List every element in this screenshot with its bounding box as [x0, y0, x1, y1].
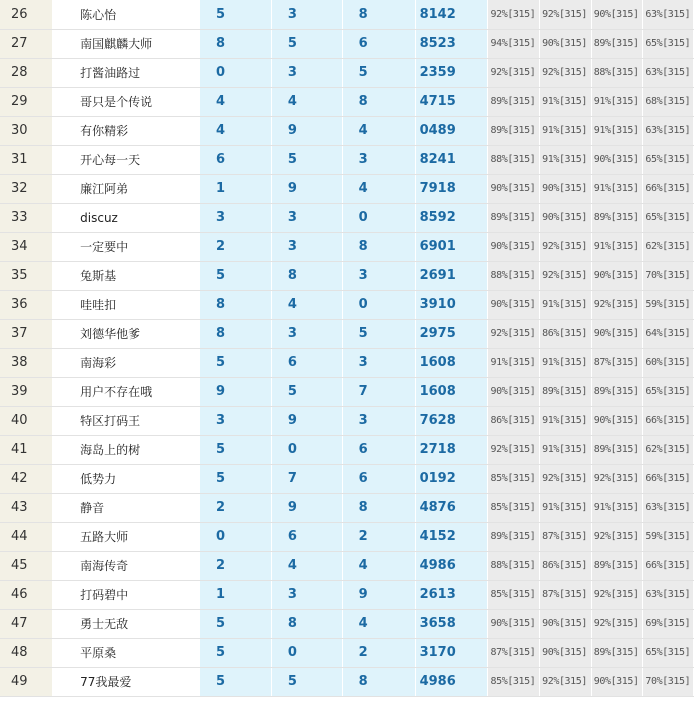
rate-1-cell: 92%[315]: [488, 435, 540, 464]
digit-2-cell: 4: [271, 87, 342, 116]
table-row: [0, 116, 694, 145]
rate-4-cell: 62%[315]: [643, 435, 694, 464]
username-cell: 一定要中: [53, 232, 200, 261]
code-cell: 4986: [415, 667, 488, 696]
rate-1-cell: 87%[315]: [488, 638, 540, 667]
digit-2-cell: 3: [271, 319, 342, 348]
digit-3-cell: 6: [342, 464, 415, 493]
digit-2-cell: 8: [271, 609, 342, 638]
digit-2-cell: 9: [271, 493, 342, 522]
rate-2-cell: 90%[315]: [540, 638, 592, 667]
rate-1-cell: 85%[315]: [488, 464, 540, 493]
code-cell: 2691: [415, 261, 488, 290]
digit-3-cell: 0: [342, 290, 415, 319]
code-cell: 8592: [415, 203, 488, 232]
table-row: [0, 261, 694, 290]
rank-cell: 45: [0, 551, 53, 580]
rate-4-cell: 63%[315]: [643, 493, 694, 522]
rate-4-cell: 69%[315]: [643, 609, 694, 638]
rate-1-cell: 90%[315]: [488, 174, 540, 203]
username-cell: 打酱油路过: [53, 58, 200, 87]
rate-4-cell: 64%[315]: [643, 319, 694, 348]
rank-cell: 31: [0, 145, 53, 174]
rate-2-cell: 86%[315]: [540, 319, 592, 348]
table-row: [0, 406, 694, 435]
table-row: [0, 29, 694, 58]
rate-2-cell: 91%[315]: [540, 290, 592, 319]
rate-2-cell: 92%[315]: [540, 58, 592, 87]
username-cell: 77我最爱: [53, 667, 200, 696]
rate-3-cell: 89%[315]: [591, 638, 643, 667]
rate-3-cell: 90%[315]: [591, 319, 643, 348]
username-cell: 南国麒麟大师: [53, 29, 200, 58]
code-cell: 1608: [415, 377, 488, 406]
digit-1-cell: 0: [199, 58, 271, 87]
rank-cell: 27: [0, 29, 53, 58]
code-cell: 8142: [415, 0, 488, 29]
rate-1-cell: 90%[315]: [488, 377, 540, 406]
digit-1-cell: 5: [199, 0, 271, 29]
code-cell: 3658: [415, 609, 488, 638]
rank-cell: 32: [0, 174, 53, 203]
rate-3-cell: 89%[315]: [591, 377, 643, 406]
rank-cell: 29: [0, 87, 53, 116]
rate-4-cell: 66%[315]: [643, 551, 694, 580]
digit-2-cell: 3: [271, 232, 342, 261]
table-row: [0, 348, 694, 377]
digit-3-cell: 6: [342, 29, 415, 58]
rank-cell: 40: [0, 406, 53, 435]
digit-2-cell: 9: [271, 174, 342, 203]
rate-1-cell: 89%[315]: [488, 203, 540, 232]
digit-1-cell: 4: [199, 116, 271, 145]
table-row: [0, 174, 694, 203]
rate-3-cell: 90%[315]: [591, 667, 643, 696]
digit-2-cell: 8: [271, 261, 342, 290]
rate-1-cell: 91%[315]: [488, 348, 540, 377]
digit-2-cell: 0: [271, 435, 342, 464]
table-row: [0, 580, 694, 609]
username-cell: 廉江阿弟: [53, 174, 200, 203]
rate-4-cell: 63%[315]: [643, 0, 694, 29]
rate-2-cell: 91%[315]: [540, 435, 592, 464]
rate-1-cell: 88%[315]: [488, 551, 540, 580]
rate-2-cell: 91%[315]: [540, 493, 592, 522]
digit-1-cell: 0: [199, 522, 271, 551]
digit-3-cell: 5: [342, 58, 415, 87]
digit-3-cell: 9: [342, 580, 415, 609]
digit-1-cell: 2: [199, 551, 271, 580]
rank-cell: 49: [0, 667, 53, 696]
rate-3-cell: 89%[315]: [591, 29, 643, 58]
code-cell: 0192: [415, 464, 488, 493]
rank-cell: 34: [0, 232, 53, 261]
username-cell: 平原桑: [53, 638, 200, 667]
table-row: [0, 203, 694, 232]
rate-3-cell: 92%[315]: [591, 522, 643, 551]
rate-3-cell: 91%[315]: [591, 232, 643, 261]
digit-2-cell: 4: [271, 290, 342, 319]
digit-3-cell: 8: [342, 0, 415, 29]
rate-4-cell: 65%[315]: [643, 203, 694, 232]
username-cell: 勇士无敌: [53, 609, 200, 638]
digit-3-cell: 6: [342, 435, 415, 464]
rank-cell: 43: [0, 493, 53, 522]
username-cell: 用户不存在哦: [53, 377, 200, 406]
code-cell: 1608: [415, 348, 488, 377]
rate-2-cell: 87%[315]: [540, 522, 592, 551]
rate-2-cell: 91%[315]: [540, 145, 592, 174]
digit-3-cell: 4: [342, 116, 415, 145]
table-row: [0, 435, 694, 464]
table-row: [0, 522, 694, 551]
rate-1-cell: 92%[315]: [488, 319, 540, 348]
digit-1-cell: 5: [199, 435, 271, 464]
username-cell: discuz: [53, 203, 200, 232]
rate-1-cell: 94%[315]: [488, 29, 540, 58]
digit-1-cell: 8: [199, 29, 271, 58]
username-cell: 南海传奇: [53, 551, 200, 580]
table-row: [0, 609, 694, 638]
code-cell: 4986: [415, 551, 488, 580]
rate-4-cell: 68%[315]: [643, 87, 694, 116]
digit-2-cell: 5: [271, 667, 342, 696]
table-row: [0, 464, 694, 493]
rank-cell: 37: [0, 319, 53, 348]
rate-3-cell: 92%[315]: [591, 580, 643, 609]
digit-1-cell: 8: [199, 290, 271, 319]
digit-1-cell: 1: [199, 580, 271, 609]
table-row: [0, 493, 694, 522]
rate-2-cell: 91%[315]: [540, 348, 592, 377]
code-cell: 7918: [415, 174, 488, 203]
rate-1-cell: 85%[315]: [488, 493, 540, 522]
digit-2-cell: 3: [271, 580, 342, 609]
digit-2-cell: 7: [271, 464, 342, 493]
rate-4-cell: 59%[315]: [643, 522, 694, 551]
username-cell: 南海彩: [53, 348, 200, 377]
rate-1-cell: 85%[315]: [488, 667, 540, 696]
table-row: [0, 377, 694, 406]
rate-4-cell: 65%[315]: [643, 145, 694, 174]
username-cell: 静音: [53, 493, 200, 522]
rate-1-cell: 92%[315]: [488, 58, 540, 87]
digit-3-cell: 2: [342, 638, 415, 667]
rate-3-cell: 92%[315]: [591, 290, 643, 319]
rate-1-cell: 92%[315]: [488, 0, 540, 29]
digit-3-cell: 4: [342, 174, 415, 203]
rank-cell: 47: [0, 609, 53, 638]
code-cell: 7628: [415, 406, 488, 435]
rate-2-cell: 92%[315]: [540, 667, 592, 696]
rank-cell: 46: [0, 580, 53, 609]
code-cell: 8523: [415, 29, 488, 58]
rate-4-cell: 59%[315]: [643, 290, 694, 319]
username-cell: 低势力: [53, 464, 200, 493]
rate-2-cell: 92%[315]: [540, 261, 592, 290]
code-cell: 4152: [415, 522, 488, 551]
rank-cell: 39: [0, 377, 53, 406]
username-cell: 海岛上的树: [53, 435, 200, 464]
digit-2-cell: 9: [271, 116, 342, 145]
table-row: [0, 58, 694, 87]
digit-1-cell: 5: [199, 348, 271, 377]
rate-3-cell: 91%[315]: [591, 87, 643, 116]
digit-1-cell: 3: [199, 406, 271, 435]
rate-1-cell: 88%[315]: [488, 261, 540, 290]
digit-3-cell: 5: [342, 319, 415, 348]
rate-4-cell: 62%[315]: [643, 232, 694, 261]
digit-1-cell: 2: [199, 232, 271, 261]
rate-4-cell: 65%[315]: [643, 377, 694, 406]
rate-2-cell: 89%[315]: [540, 377, 592, 406]
rank-cell: 30: [0, 116, 53, 145]
digit-2-cell: 3: [271, 58, 342, 87]
rate-3-cell: 89%[315]: [591, 203, 643, 232]
rate-3-cell: 90%[315]: [591, 145, 643, 174]
digit-3-cell: 8: [342, 667, 415, 696]
rate-2-cell: 90%[315]: [540, 609, 592, 638]
rate-4-cell: 65%[315]: [643, 29, 694, 58]
digit-2-cell: 9: [271, 406, 342, 435]
digit-1-cell: 5: [199, 261, 271, 290]
rate-3-cell: 89%[315]: [591, 435, 643, 464]
rate-1-cell: 89%[315]: [488, 522, 540, 551]
rate-1-cell: 85%[315]: [488, 580, 540, 609]
digit-2-cell: 5: [271, 377, 342, 406]
digit-3-cell: 4: [342, 551, 415, 580]
digit-1-cell: 5: [199, 464, 271, 493]
digit-3-cell: 7: [342, 377, 415, 406]
rate-2-cell: 91%[315]: [540, 87, 592, 116]
table-row: [0, 232, 694, 261]
digit-3-cell: 3: [342, 406, 415, 435]
rate-4-cell: 63%[315]: [643, 58, 694, 87]
rate-4-cell: 70%[315]: [643, 667, 694, 696]
username-cell: 陈心怡: [53, 0, 200, 29]
digit-3-cell: 8: [342, 87, 415, 116]
digit-3-cell: 3: [342, 261, 415, 290]
rank-cell: 44: [0, 522, 53, 551]
digit-3-cell: 4: [342, 609, 415, 638]
rate-3-cell: 87%[315]: [591, 348, 643, 377]
digit-1-cell: 6: [199, 145, 271, 174]
rank-cell: 28: [0, 58, 53, 87]
rate-1-cell: 90%[315]: [488, 609, 540, 638]
table-row: [0, 290, 694, 319]
rate-1-cell: 88%[315]: [488, 145, 540, 174]
rate-1-cell: 89%[315]: [488, 87, 540, 116]
rate-2-cell: 92%[315]: [540, 0, 592, 29]
username-cell: 兔斯基: [53, 261, 200, 290]
username-cell: 有你精彩: [53, 116, 200, 145]
rank-cell: 41: [0, 435, 53, 464]
code-cell: 4876: [415, 493, 488, 522]
rate-4-cell: 66%[315]: [643, 464, 694, 493]
rate-3-cell: 91%[315]: [591, 493, 643, 522]
digit-1-cell: 4: [199, 87, 271, 116]
rate-3-cell: 90%[315]: [591, 406, 643, 435]
digit-3-cell: 3: [342, 348, 415, 377]
rate-3-cell: 92%[315]: [591, 464, 643, 493]
digit-3-cell: 2: [342, 522, 415, 551]
rate-3-cell: 91%[315]: [591, 116, 643, 145]
username-cell: 打码碧中: [53, 580, 200, 609]
rate-1-cell: 86%[315]: [488, 406, 540, 435]
rate-3-cell: 91%[315]: [591, 174, 643, 203]
digit-2-cell: 0: [271, 638, 342, 667]
rate-3-cell: 90%[315]: [591, 261, 643, 290]
rate-3-cell: 88%[315]: [591, 58, 643, 87]
code-cell: 6901: [415, 232, 488, 261]
rate-2-cell: 91%[315]: [540, 406, 592, 435]
digit-3-cell: 8: [342, 493, 415, 522]
rate-4-cell: 65%[315]: [643, 638, 694, 667]
rank-cell: 35: [0, 261, 53, 290]
table-row: [0, 319, 694, 348]
rate-4-cell: 66%[315]: [643, 406, 694, 435]
rate-2-cell: 90%[315]: [540, 203, 592, 232]
code-cell: 8241: [415, 145, 488, 174]
rate-4-cell: 66%[315]: [643, 174, 694, 203]
rate-1-cell: 90%[315]: [488, 232, 540, 261]
code-cell: 2613: [415, 580, 488, 609]
rate-2-cell: 92%[315]: [540, 232, 592, 261]
code-cell: 2359: [415, 58, 488, 87]
digit-1-cell: 8: [199, 319, 271, 348]
digit-1-cell: 9: [199, 377, 271, 406]
code-cell: 3170: [415, 638, 488, 667]
digit-1-cell: 2: [199, 493, 271, 522]
rate-2-cell: 92%[315]: [540, 464, 592, 493]
digit-1-cell: 5: [199, 638, 271, 667]
rate-2-cell: 87%[315]: [540, 580, 592, 609]
code-cell: 4715: [415, 87, 488, 116]
username-cell: 哇哇扣: [53, 290, 200, 319]
digit-3-cell: 0: [342, 203, 415, 232]
digit-2-cell: 5: [271, 145, 342, 174]
rank-cell: 42: [0, 464, 53, 493]
digit-3-cell: 8: [342, 232, 415, 261]
code-cell: 2718: [415, 435, 488, 464]
code-cell: 2975: [415, 319, 488, 348]
username-cell: 刘德华他爹: [53, 319, 200, 348]
table-row: [0, 0, 694, 29]
rate-4-cell: 70%[315]: [643, 261, 694, 290]
digit-2-cell: 6: [271, 522, 342, 551]
rate-2-cell: 86%[315]: [540, 551, 592, 580]
rank-cell: 48: [0, 638, 53, 667]
table-row: [0, 638, 694, 667]
username-cell: 开心每一天: [53, 145, 200, 174]
rate-2-cell: 90%[315]: [540, 29, 592, 58]
digit-3-cell: 3: [342, 145, 415, 174]
rate-2-cell: 91%[315]: [540, 116, 592, 145]
table-row: [0, 145, 694, 174]
table-row: [0, 551, 694, 580]
digit-1-cell: 3: [199, 203, 271, 232]
digit-2-cell: 4: [271, 551, 342, 580]
rate-1-cell: 90%[315]: [488, 290, 540, 319]
table-row: [0, 667, 694, 696]
code-cell: 0489: [415, 116, 488, 145]
rate-4-cell: 63%[315]: [643, 580, 694, 609]
rank-cell: 26: [0, 0, 53, 29]
username-cell: 特区打码王: [53, 406, 200, 435]
rate-2-cell: 90%[315]: [540, 174, 592, 203]
digit-1-cell: 5: [199, 609, 271, 638]
code-cell: 3910: [415, 290, 488, 319]
rate-3-cell: 92%[315]: [591, 609, 643, 638]
digit-2-cell: 6: [271, 348, 342, 377]
rate-1-cell: 89%[315]: [488, 116, 540, 145]
rate-3-cell: 89%[315]: [591, 551, 643, 580]
username-cell: 五路大师: [53, 522, 200, 551]
table-row: [0, 87, 694, 116]
digit-2-cell: 5: [271, 29, 342, 58]
rank-cell: 38: [0, 348, 53, 377]
digit-1-cell: 1: [199, 174, 271, 203]
rate-4-cell: 63%[315]: [643, 116, 694, 145]
rank-cell: 36: [0, 290, 53, 319]
digit-1-cell: 5: [199, 667, 271, 696]
digit-2-cell: 3: [271, 0, 342, 29]
username-cell: 哥只是个传说: [53, 87, 200, 116]
digit-2-cell: 3: [271, 203, 342, 232]
rate-4-cell: 60%[315]: [643, 348, 694, 377]
rate-3-cell: 90%[315]: [591, 0, 643, 29]
rank-cell: 33: [0, 203, 53, 232]
